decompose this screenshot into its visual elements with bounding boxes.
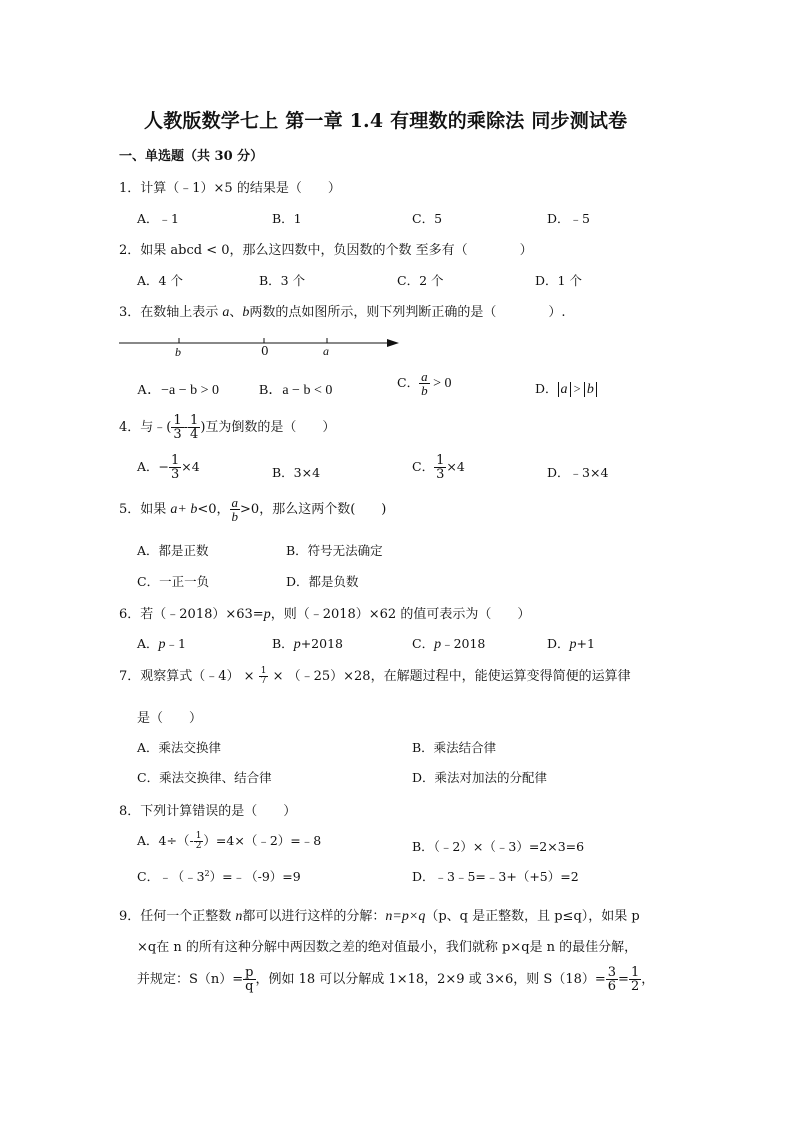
- question-8-option-c: C．$﹣(﹣3^2)=﹣(-9)=9$: [137, 868, 301, 884]
- question-2-option-a: A．4 个: [137, 273, 183, 288]
- question-4-option-b: B．3×4: [272, 465, 321, 480]
- question-3-option-c: C． $\frac{a}{b}$ > 0: [397, 369, 452, 398]
- question-8-option-d: D．﹣3﹣5=﹣3+（+5）=2: [412, 869, 579, 884]
- question-4-option-a: A．− $\frac{1}{3}$ ×4: [137, 453, 200, 482]
- question-4-option-c: C． $\frac{1}{3}$ ×4: [412, 453, 465, 482]
- question-5-option-d: D．都是负数: [286, 574, 359, 589]
- number-line-label-a: a: [323, 344, 329, 358]
- question-7-option-d: D．乘法对加法的分配律: [412, 770, 548, 785]
- question-4-stem: 4．与﹣( $\frac{1}{3}$ - $\frac{1}{4}$ )互为倒数的是（ ）: [119, 413, 336, 442]
- question-5-option-a: A．都是正数: [137, 543, 209, 558]
- question-2-stem: 2．如果 abcd < 0，那么这四数中，负因数的个数 至多有（ ）: [119, 243, 533, 258]
- question-2-option-d: D．1 个: [535, 273, 582, 288]
- question-1-stem: 1．计算（﹣1）×5 的结果是（ ）: [119, 181, 341, 196]
- question-6-option-b: B．p+2018: [272, 636, 343, 652]
- section-heading: 一、单选题（共 30 分）: [119, 149, 264, 164]
- question-2-option-c: C．2 个: [397, 273, 444, 288]
- question-1-option-b: B．1: [272, 211, 302, 226]
- question-5-option-b: B．符号无法确定: [286, 543, 383, 558]
- question-1-option-c: C．5: [412, 211, 443, 226]
- question-1-option-a: A．﹣1: [137, 211, 179, 226]
- question-4-option-d: D．﹣3×4: [547, 465, 609, 480]
- question-9-line2: ×q在 n 的所有这种分解中两因数之差的绝对值最小，我们就称 p×q是 n 的最佳分解，: [137, 940, 638, 955]
- number-line-label-b: b: [175, 345, 181, 359]
- question-3-option-a: A．−a − b > 0: [137, 383, 220, 398]
- question-6-stem: 6．若（﹣2018）×63=p，则（﹣2018）×62 的值可表示为（ ）: [119, 607, 531, 622]
- question-9-line3: 并规定：S（n）= $\frac{p}{q}$ ，例如 18 可以分解成 1×18，2×9 或 3×6，则 S（18）= $\frac{3}{6}$ = $\frac{1}{2}$ ，: [137, 965, 655, 994]
- question-1-option-d: D．﹣5: [547, 211, 590, 226]
- question-6-option-c: C．p﹣2018: [412, 636, 486, 652]
- question-3-option-b: B．a − b < 0: [259, 383, 333, 398]
- number-line-label-zero: 0: [261, 344, 269, 358]
- question-5-stem: 5．如果 a+ b<0， $\frac{a}{b}$ >0，那么这两个数( ): [119, 495, 387, 524]
- question-9-line1: 9．任何一个正整数 n都可以进行这样的分解：n=p×q（p、q 是正整数，且 p≤q），如果 p: [119, 909, 640, 924]
- question-7-option-b: B．乘法结合律: [412, 740, 497, 755]
- question-3-option-d: D． a > b: [535, 379, 597, 398]
- question-6-option-d: D．p+1: [547, 636, 595, 652]
- question-8-stem: 8．下列计算错误的是（ ）: [119, 804, 297, 819]
- question-6-option-a: A．p﹣1: [137, 636, 186, 652]
- question-3-stem: 3．在数轴上表示 a、b两数的点如图所示，则下列判断正确的是（ ）.: [119, 305, 566, 320]
- question-7-option-c: C．乘法交换律、结合律: [137, 770, 272, 785]
- question-7-stem-line2: 是（ ）: [137, 711, 203, 726]
- question-8-option-a: A．4÷（- $\frac{1}{2}$ ）=4×（﹣2）=﹣8: [137, 831, 322, 851]
- question-2-option-b: B．3 个: [259, 273, 306, 288]
- question-5-option-c: C．一正一负: [137, 574, 210, 589]
- question-8-option-b: B．（﹣2）×（﹣3）=2×3=6: [412, 839, 585, 854]
- page-title: 人教版数学七上 第一章 1.4 有理数的乘除法 同步测试卷: [144, 110, 628, 132]
- question-7-option-a: A．乘法交换律: [137, 740, 222, 755]
- question-7-stem: 7．观察算式（﹣4） × $\frac{1}{7}$ × （﹣25）×28，在解题过程中，能使运算变得简便的运算律: [119, 666, 631, 686]
